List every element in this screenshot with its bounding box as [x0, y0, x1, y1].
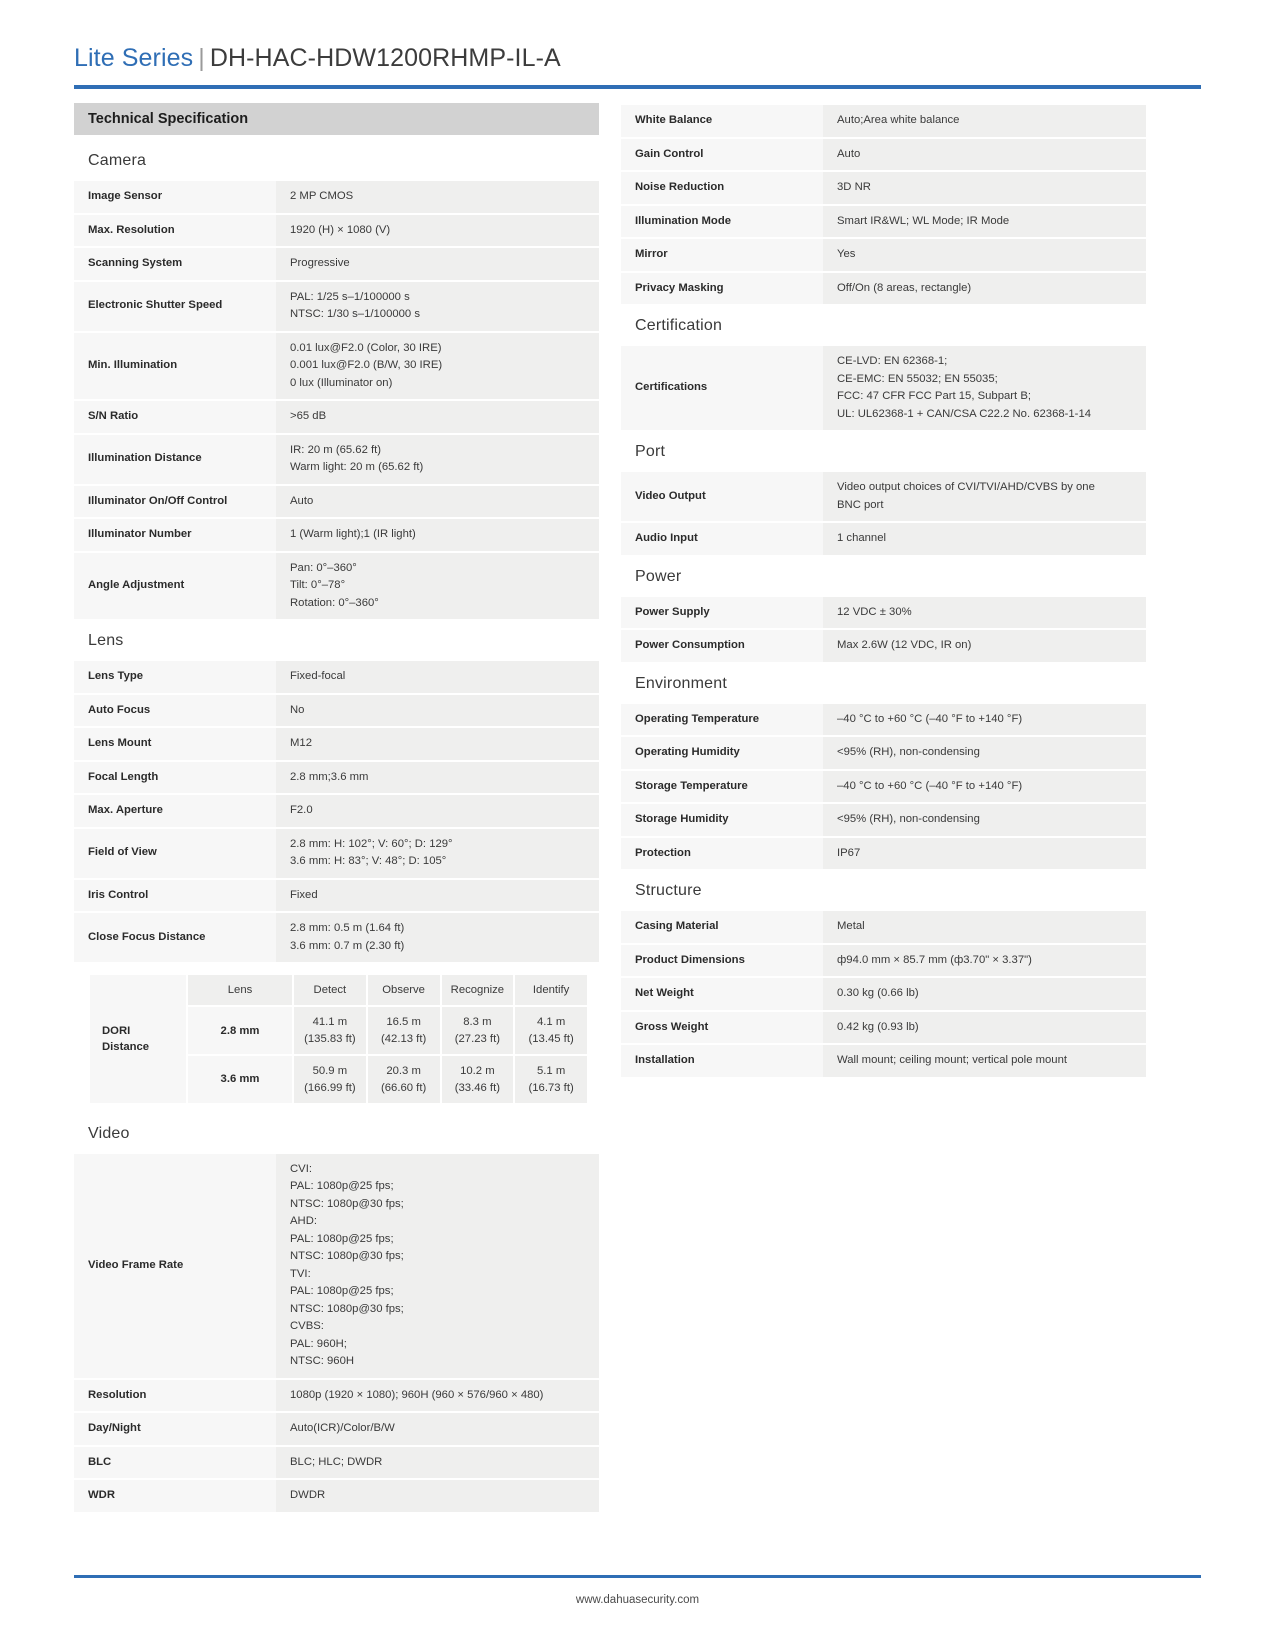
spec-value-line: Smart IR&WL; WL Mode; IR Mode — [837, 214, 1010, 227]
spec-key: Scanning System — [74, 248, 276, 280]
spec-value — [823, 737, 1146, 769]
spec-key: Illuminator On/Off Control — [74, 486, 276, 518]
spec-value-line: Progressive — [290, 257, 350, 269]
dori-lens-value: 3.6 mm — [188, 1056, 292, 1103]
spec-value-line: 1 (Warm light);1 (IR light) — [290, 528, 416, 540]
power-table-body — [621, 597, 1146, 662]
spec-key: Angle Adjustment — [74, 553, 276, 620]
spec-key: S/N Ratio — [74, 401, 276, 433]
series-name: Lite Series — [74, 44, 194, 72]
spec-value-line: <95% (RH), non-condensing — [837, 813, 980, 825]
spec-value-line: 2 MP CMOS — [290, 190, 354, 202]
dori-header-row — [90, 975, 587, 1005]
spec-value — [823, 105, 1146, 137]
right-column — [621, 103, 1146, 1514]
spec-row — [621, 911, 1146, 943]
dori-measure-line: 16.5 m — [386, 1016, 421, 1029]
spec-value — [823, 346, 1146, 430]
spec-value-line: –40 °C to +60 °C (–40 °F to +140 °F) — [837, 712, 1023, 725]
dori-table-body — [90, 975, 587, 1103]
spec-value-line: Off/On (8 areas, rectangle) — [837, 281, 972, 294]
spec-value — [276, 181, 599, 213]
spec-value — [276, 553, 599, 620]
dori-measure-line: (42.13 ft) — [381, 1032, 427, 1045]
spec-value-line: Auto(ICR)/Color/B/W — [290, 1422, 395, 1435]
dori-measure-cell — [294, 1056, 366, 1103]
spec-value — [823, 911, 1146, 943]
dori-column-header: Identify — [515, 975, 587, 1005]
spec-value-line: Rotation: 0°–360° — [290, 596, 379, 609]
spec-value-line: 1920 (H) × 1080 (V) — [290, 223, 391, 236]
dori-measure-line: (16.73 ft) — [528, 1081, 574, 1094]
spec-row — [74, 401, 599, 433]
spec-value-line: PAL: 960H; — [290, 1337, 347, 1350]
spec-value — [276, 486, 599, 518]
spec-key: Audio Input — [621, 523, 823, 555]
spec-key: Net Weight — [621, 978, 823, 1010]
group-title-video: Video — [88, 1124, 130, 1142]
spec-key: Operating Temperature — [621, 704, 823, 736]
spec-key: Certifications — [621, 346, 823, 430]
spec-row — [74, 880, 599, 912]
spec-value-line: 0.001 lux@F2.0 (B/W, 30 IRE) — [290, 359, 443, 371]
page-footer — [0, 1575, 1275, 1650]
spec-value — [823, 630, 1146, 662]
spec-value — [823, 978, 1146, 1010]
spec-value-line: CVI: — [290, 1162, 312, 1175]
spec-value — [276, 1154, 599, 1378]
spec-value-line: UL: UL62368-1 + CAN/CSA C22.2 No. 62368-1-14 — [837, 407, 1092, 420]
spec-value-line: Pan: 0°–360° — [290, 561, 357, 574]
certification-table-body — [621, 346, 1146, 430]
spec-value-line: FCC: 47 CFR FCC Part 15, Subpart B; — [837, 390, 1031, 402]
spec-value-line: Auto — [837, 147, 861, 160]
spec-row — [74, 728, 599, 760]
spec-value-line: 2.8 mm: H: 102°; V: 60°; D: 129° — [290, 837, 453, 850]
spec-value-line: Metal — [837, 920, 865, 932]
spec-value-line: 0 lux (Illuminator on) — [290, 376, 393, 389]
spec-key: Focal Length — [74, 762, 276, 794]
spec-value-line: 0.30 kg (0.66 lb) — [837, 987, 919, 999]
spec-row — [74, 1447, 599, 1479]
spec-value-line: PAL: 1/25 s–1/100000 s — [290, 290, 410, 303]
spec-value-line: 3D NR — [837, 181, 871, 193]
model-number: DH-HAC-HDW1200RHMP-IL-A — [209, 44, 561, 72]
group-title-certification: Certification — [635, 317, 723, 334]
dori-column-header: Recognize — [442, 975, 514, 1005]
spec-value-line: NTSC: 1080p@30 fps; — [290, 1197, 404, 1210]
technical-specification-band — [74, 103, 599, 135]
spec-value-line: –40 °C to +60 °C (–40 °F to +140 °F) — [837, 779, 1023, 792]
spec-key: Installation — [621, 1045, 823, 1077]
spec-key: Mirror — [621, 239, 823, 271]
spec-value-line: 0.42 kg (0.93 lb) — [837, 1020, 919, 1033]
footer-website: www.dahuasecurity.com — [575, 1594, 700, 1606]
spec-value — [823, 804, 1146, 836]
group-title-power: Power — [635, 567, 682, 585]
spec-key: Day/Night — [74, 1413, 276, 1445]
dori-measure-line: 10.2 m — [460, 1065, 495, 1078]
spec-row — [621, 597, 1146, 629]
spec-key: Lens Type — [74, 661, 276, 693]
spec-key: Resolution — [74, 1380, 276, 1412]
spec-row — [74, 695, 599, 727]
title-separator: | — [198, 44, 205, 72]
spec-key: Illumination Mode — [621, 206, 823, 238]
spec-value — [276, 215, 599, 247]
spec-row — [621, 945, 1146, 977]
dori-measure-line: 5.1 m — [536, 1065, 566, 1078]
spec-value — [823, 523, 1146, 555]
spec-row — [621, 838, 1146, 870]
spec-value-line: >65 dB — [290, 410, 327, 422]
spec-key: Field of View — [74, 829, 276, 878]
spec-value-line: 12 VDC ± 30% — [837, 605, 912, 618]
spec-row — [621, 239, 1146, 271]
spec-value — [276, 913, 599, 962]
spec-value-line: Max 2.6W (12 VDC, IR on) — [837, 639, 972, 651]
spec-key: Gain Control — [621, 139, 823, 171]
camera-table — [74, 179, 599, 621]
spec-value-line: NTSC: 960H — [290, 1355, 355, 1368]
spec-row — [621, 472, 1146, 521]
spec-value — [276, 435, 599, 484]
structure-table — [621, 909, 1146, 1079]
spec-key: Protection — [621, 838, 823, 870]
spec-value-line: 2.8 mm;3.6 mm — [290, 770, 369, 783]
spec-key: Lens Mount — [74, 728, 276, 760]
spec-value-line: NTSC: 1/30 s–1/100000 s — [290, 308, 420, 320]
page-title — [74, 44, 1201, 73]
spec-value-line: M12 — [290, 737, 312, 749]
dori-measure-line: (33.46 ft) — [454, 1081, 500, 1094]
spec-value — [276, 1480, 599, 1512]
spec-value-line: 0.01 lux@F2.0 (Color, 30 IRE) — [290, 341, 442, 354]
video-table — [74, 1152, 599, 1514]
spec-row — [621, 804, 1146, 836]
spec-value-line: DWDR — [290, 1489, 326, 1502]
spec-value-line: 2.8 mm: 0.5 m (1.64 ft) — [290, 922, 405, 934]
dori-lens-value: 2.8 mm — [188, 1007, 292, 1054]
spec-key: Auto Focus — [74, 695, 276, 727]
spec-value-line: CVBS: — [290, 1320, 324, 1333]
spec-value-line: Wall mount; ceiling mount; vertical pole mount — [837, 1054, 1068, 1066]
spec-value-line: NTSC: 1080p@30 fps; — [290, 1302, 404, 1315]
spec-key: White Balance — [621, 105, 823, 137]
spec-value-line: NTSC: 1080p@30 fps; — [290, 1250, 404, 1263]
spec-key: Gross Weight — [621, 1012, 823, 1044]
dori-measure-line: (166.99 ft) — [304, 1081, 356, 1094]
spec-value-line: CE-EMC: EN 55032; EN 55035; — [837, 372, 998, 385]
spec-value — [823, 472, 1146, 521]
spec-value — [823, 838, 1146, 870]
port-table-body — [621, 472, 1146, 555]
spec-row — [621, 346, 1146, 430]
group-title-port: Port — [635, 443, 666, 460]
spec-value — [823, 239, 1146, 271]
dori-measure-line: 41.1 m — [312, 1016, 348, 1029]
group-title-camera: Camera — [88, 152, 147, 169]
spec-key: Illuminator Number — [74, 519, 276, 551]
spec-key: Iris Control — [74, 880, 276, 912]
environment-table-body — [621, 704, 1146, 870]
spec-row — [74, 435, 599, 484]
spec-row — [74, 661, 599, 693]
dori-measure-cell — [368, 1056, 440, 1103]
spec-value — [823, 1012, 1146, 1044]
spec-value — [276, 1413, 599, 1445]
spec-value-line: CE-LVD: EN 62368-1; — [837, 355, 948, 367]
spec-row — [74, 829, 599, 878]
spec-value — [823, 206, 1146, 238]
spec-value-line: AHD: — [290, 1215, 317, 1228]
spec-row — [74, 762, 599, 794]
spec-value-line: 1 channel — [837, 532, 886, 544]
spec-key: Illumination Distance — [74, 435, 276, 484]
spec-value-line: Yes — [837, 248, 856, 260]
image-settings-table — [621, 103, 1146, 306]
spec-value-line: Tilt: 0°–78° — [290, 579, 346, 591]
spec-row — [621, 704, 1146, 736]
dori-measure-cell — [368, 1007, 440, 1054]
camera-table-body — [74, 181, 599, 619]
spec-key: Storage Temperature — [621, 771, 823, 803]
spec-value-line: 3.6 mm: 0.7 m (2.30 ft) — [290, 939, 405, 952]
spec-row — [74, 1413, 599, 1445]
group-title-lens: Lens — [88, 632, 124, 649]
dori-measure-cell — [515, 1056, 587, 1103]
structure-table-body — [621, 911, 1146, 1077]
spec-value — [823, 139, 1146, 171]
video-table-body — [74, 1154, 599, 1512]
spec-row — [621, 273, 1146, 305]
spec-value-line: PAL: 1080p@25 fps; — [290, 1285, 394, 1298]
technical-specification-label: Technical Specification — [88, 111, 249, 127]
environment-table — [621, 702, 1146, 872]
spec-key: Video Frame Rate — [74, 1154, 276, 1378]
spec-value — [276, 401, 599, 433]
spec-value — [276, 282, 599, 331]
spec-key: Min. Illumination — [74, 333, 276, 400]
dori-label-line: Distance — [102, 1040, 150, 1053]
dori-measure-line: (13.45 ft) — [528, 1032, 574, 1045]
spec-value-line: No — [290, 703, 305, 716]
dori-measure-line: 50.9 m — [312, 1065, 348, 1078]
spec-row — [621, 1012, 1146, 1044]
spec-key: Image Sensor — [74, 181, 276, 213]
spec-row — [621, 978, 1146, 1010]
power-table — [621, 595, 1146, 664]
spec-value — [276, 333, 599, 400]
dori-distance-table — [88, 973, 589, 1105]
spec-value-line: Auto;Area white balance — [837, 114, 960, 126]
dori-column-header: Detect — [294, 975, 366, 1005]
spec-key: Power Consumption — [621, 630, 823, 662]
dori-column-header: Observe — [368, 975, 440, 1005]
spec-value-line: IP67 — [837, 846, 861, 859]
spec-key: Video Output — [621, 472, 823, 521]
page-header — [0, 0, 1275, 89]
dori-cell — [74, 966, 599, 1112]
spec-key: Electronic Shutter Speed — [74, 282, 276, 331]
dori-table-wrapper — [74, 964, 599, 1114]
dori-column-header: Lens — [188, 975, 292, 1005]
spec-value — [823, 1045, 1146, 1077]
group-title-environment: Environment — [635, 674, 728, 692]
dori-measure-cell — [294, 1007, 366, 1054]
dori-measure-line: 20.3 m — [386, 1065, 421, 1078]
spec-row — [74, 282, 599, 331]
spec-value-line: <95% (RH), non-condensing — [837, 746, 980, 758]
spec-row — [621, 172, 1146, 204]
spec-value — [276, 248, 599, 280]
dori-measure-cell — [442, 1056, 514, 1103]
spec-value-line: 1080p (1920 × 1080); 960H (960 × 576/960 × 480) — [290, 1388, 544, 1401]
spec-row — [621, 206, 1146, 238]
spec-value — [276, 762, 599, 794]
spec-value-line: PAL: 1080p@25 fps; — [290, 1180, 394, 1193]
spec-row — [74, 215, 599, 247]
spec-value-line: ф94.0 mm × 85.7 mm (ф3.70" × 3.37") — [837, 953, 1032, 966]
spec-value — [823, 597, 1146, 629]
spec-value — [823, 704, 1146, 736]
spec-row — [621, 1045, 1146, 1077]
spec-row — [74, 1154, 599, 1378]
dori-measure-cell — [442, 1007, 514, 1054]
port-table — [621, 470, 1146, 557]
spec-value — [276, 728, 599, 760]
spec-key: BLC — [74, 1447, 276, 1479]
spec-value-line: 3.6 mm: H: 83°; V: 48°; D: 105° — [290, 855, 447, 867]
spec-value — [276, 795, 599, 827]
spec-columns — [0, 89, 1275, 1514]
spec-value — [276, 1447, 599, 1479]
spec-value-line: PAL: 1080p@25 fps; — [290, 1232, 394, 1245]
spec-value — [276, 519, 599, 551]
left-column — [74, 103, 599, 1514]
spec-key: Casing Material — [621, 911, 823, 943]
spec-value-line: IR: 20 m (65.62 ft) — [290, 443, 382, 456]
dori-measure-line: 4.1 m — [536, 1016, 566, 1029]
certification-table — [621, 344, 1146, 432]
spec-value-line: Auto — [290, 494, 314, 507]
spec-key: Operating Humidity — [621, 737, 823, 769]
spec-value-line: TVI: — [290, 1267, 311, 1280]
spec-value-line: Fixed-focal — [290, 670, 346, 682]
spec-value-line: BLC; HLC; DWDR — [290, 1455, 383, 1468]
spec-key: Max. Resolution — [74, 215, 276, 247]
spec-key: Max. Aperture — [74, 795, 276, 827]
lens-table — [74, 659, 599, 964]
spec-value — [823, 273, 1146, 305]
spec-key: Product Dimensions — [621, 945, 823, 977]
spec-row — [621, 139, 1146, 171]
dori-measure-line: (135.83 ft) — [304, 1032, 356, 1045]
spec-value-line: Video output choices of CVI/TVI/AHD/CVBS by one — [837, 481, 1095, 493]
spec-key: WDR — [74, 1480, 276, 1512]
spec-row — [621, 105, 1146, 137]
spec-value-line: Warm light: 20 m (65.62 ft) — [290, 461, 424, 473]
spec-value — [823, 771, 1146, 803]
dori-measure-line: 8.3 m — [463, 1016, 492, 1029]
dori-label-line: DORI — [102, 1024, 131, 1037]
spec-value — [823, 172, 1146, 204]
spec-value-line: F2.0 — [290, 804, 313, 816]
spec-value-line: Fixed — [290, 888, 318, 901]
spec-row — [74, 1480, 599, 1512]
spec-value — [276, 829, 599, 878]
dori-row — [74, 966, 599, 1112]
spec-row — [74, 795, 599, 827]
dori-measure-line: (27.23 ft) — [454, 1032, 500, 1045]
spec-value-line: BNC port — [837, 498, 884, 511]
spec-row — [74, 181, 599, 213]
spec-key: Noise Reduction — [621, 172, 823, 204]
spec-row — [74, 519, 599, 551]
spec-row — [74, 1380, 599, 1412]
spec-key: Privacy Masking — [621, 273, 823, 305]
spec-value — [276, 695, 599, 727]
spec-value — [276, 661, 599, 693]
spec-row — [74, 248, 599, 280]
spec-row — [621, 630, 1146, 662]
spec-row — [74, 486, 599, 518]
dori-measure-line: (66.60 ft) — [381, 1081, 427, 1094]
image-settings-table-body — [621, 105, 1146, 304]
spec-row — [621, 771, 1146, 803]
lens-table-body — [74, 661, 599, 962]
spec-key: Power Supply — [621, 597, 823, 629]
spec-row — [74, 333, 599, 400]
spec-row — [621, 737, 1146, 769]
spec-row — [74, 553, 599, 620]
spec-key: Storage Humidity — [621, 804, 823, 836]
group-title-structure: Structure — [635, 882, 702, 899]
dori-distance-label — [90, 975, 186, 1103]
spec-value — [276, 880, 599, 912]
spec-value — [276, 1380, 599, 1412]
spec-key: Close Focus Distance — [74, 913, 276, 962]
spec-value — [823, 945, 1146, 977]
dori-measure-cell — [515, 1007, 587, 1054]
spec-row — [621, 523, 1146, 555]
spec-row — [74, 913, 599, 962]
